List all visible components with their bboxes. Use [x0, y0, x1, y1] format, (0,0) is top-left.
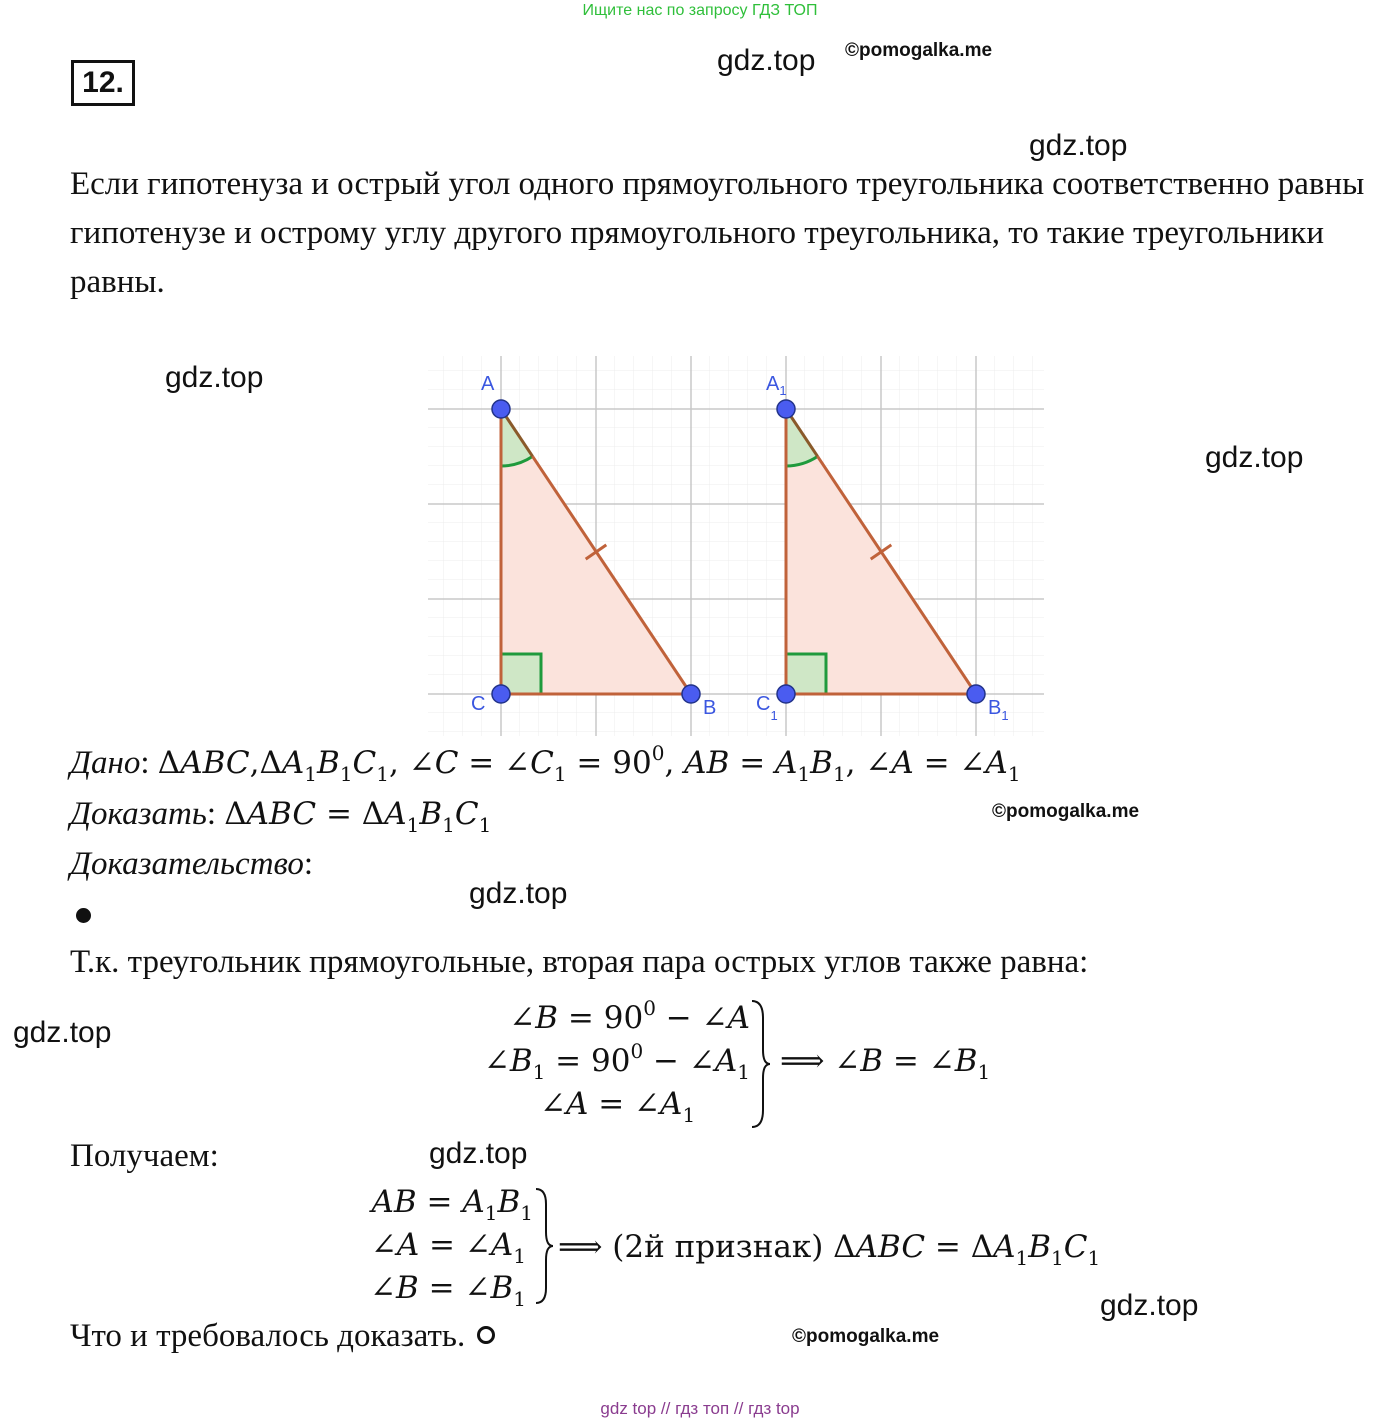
qed-circle-icon	[477, 1326, 495, 1344]
eq-angle-a: ∠A = $\angle A_1$	[370, 1227, 526, 1268]
copyright: ©pomogalka.me	[792, 1326, 940, 1347]
point-b1	[967, 685, 985, 703]
conclusion-triangles: ⟹ (2й признак) $\Delta ABC = \Delta A_1B_1C_1$	[558, 1229, 1101, 1270]
copyright: ©pomogalka.me	[992, 801, 1140, 822]
brace-1	[748, 998, 774, 1130]
since-text: Т.к. треугольник прямоугольные, вторая пара острых углов также равна:	[70, 944, 1089, 980]
eq-ab: AB = $A_1B_1$	[371, 1184, 533, 1225]
prove-label: Доказать	[70, 796, 207, 832]
label-a: A	[481, 373, 495, 395]
point-c	[492, 685, 510, 703]
watermark: gdz.top	[165, 361, 264, 394]
watermark: gdz.top	[429, 1137, 528, 1170]
qed-line	[70, 1318, 495, 1355]
watermark: gdz.top	[13, 1016, 112, 1049]
eq-b: ∠B = $90^0$ − ∠A	[509, 996, 750, 1036]
eq-angle-b: ∠B = $\angle B_1$	[370, 1270, 526, 1311]
label-c: C	[471, 693, 486, 715]
conclusion-b: ⟹ ∠B = $\angle B_1$	[780, 1043, 991, 1084]
given-line: Дано: $\Delta ABC,\Delta A_1B_1C_1$, ∠C = $\angle C_1 = 90^0$, AB = $A_1B_1$, ∠A = $\angle A_1$	[70, 741, 1021, 786]
watermark: gdz.top	[469, 877, 568, 910]
watermark: gdz.top	[1100, 1289, 1199, 1322]
brace-2	[533, 1186, 557, 1306]
bullet	[76, 908, 91, 923]
point-c1	[777, 685, 795, 703]
triangles-figure	[420, 352, 1050, 742]
point-a	[492, 400, 510, 418]
theorem-statement: Если гипотенуза и острый угол одного прямоугольного треугольника соответственно равны гипотенузе и острому углу другого прямоугольного треугольника, то такие треугольники равны.	[70, 166, 1365, 300]
label-a1: $A_1$	[766, 373, 787, 398]
point-b	[682, 685, 700, 703]
watermark: gdz.top	[1205, 441, 1304, 474]
watermark: gdz.top	[1029, 129, 1128, 162]
we-get-text: Получаем:	[70, 1138, 219, 1174]
problem-number: 12.	[71, 60, 135, 106]
point-a1	[777, 400, 795, 418]
prove-line: Доказать: $\Delta ABC = \Delta A_1B_1C_1$	[70, 796, 492, 837]
given-label: Дано	[70, 745, 141, 781]
label-c1: $C_1$	[756, 693, 778, 723]
label-b1: $B_1$	[988, 697, 1009, 723]
eq-b1: $\angle B_1 = 90^0$ − $\angle A_1$	[483, 1039, 750, 1084]
watermark: gdz.top	[717, 44, 816, 77]
search-banner: Ищите нас по запросу ГДЗ ТОП	[582, 2, 818, 19]
qed-text: Что и требовалось доказать.	[70, 1318, 466, 1354]
label-b: B	[703, 697, 717, 719]
proof-line: Доказательство:	[70, 846, 314, 882]
copyright: ©pomogalka.me	[845, 40, 993, 61]
footer-links[interactable]: gdz top // гдз топ // гдз top	[600, 1399, 800, 1418]
eq-a: ∠A = $\angle A_1$	[540, 1086, 696, 1127]
proof-label: Доказательство	[70, 846, 304, 882]
